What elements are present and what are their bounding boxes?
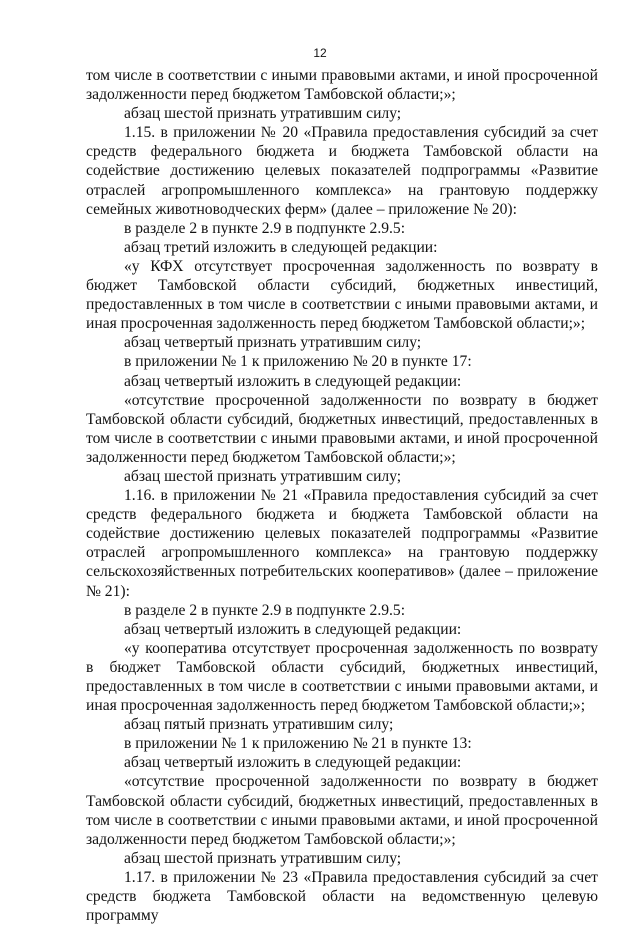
paragraph: абзац четвертый изложить в следующей редакции: [124,620,462,638]
paragraph: абзац пятый признать утратившим силу; [124,716,394,734]
paragraph: абзац четвертый изложить в следующей редакции: [124,372,462,390]
paragraph: абзац шестой признать утратившим силу; [124,105,402,123]
document-body [86,66,598,925]
paragraph-continuation: том числе в соответствии с иными правовыми актами, и иной просроченной задолженности перед бюджетом Тамбовской области;»; [86,67,598,104]
paragraph: в приложении № 1 к приложению № 21 в пункте 13: [124,735,472,753]
paragraph-item-1-16: 1.16. в приложении № 21 «Правила предоставления субсидий за счет средств федерального бюджета и бюджета Тамбовской области на содействие достижению целевых показателей подпрограммы «Развитие отраслей агропромышленного комплекса» на грантовую поддержку сельскохозяйственных потребительских кооперативов» (далее – приложение № 21): [86,487,598,600]
paragraph: в разделе 2 в пункте 2.9 в подпункте 2.9.5: [124,601,406,619]
paragraph: «отсутствие просроченной задолженности по возврату в бюджет Тамбовской области субсидий, бюджетных инвестиций, предоставленных в том числе в соответствии с иными правовыми актами, и иной просроченной задолженности перед бюджетом Тамбовской области;»; [86,773,598,848]
paragraph: «у кооператива отсутствует просроченная задолженность по возврату в бюджет Тамбовской области субсидий, бюджетных инвестиций, предоставленных в том числе в соответствии с иными правовыми актами, и иная просроченная задолженность перед бюджетом Тамбовской области;»; [86,639,598,715]
paragraph: в разделе 2 в пункте 2.9 в подпункте 2.9.5: [124,219,406,237]
paragraph: абзац четвертый признать утратившим силу; [124,334,422,352]
paragraph: «отсутствие просроченной задолженности по возврату в бюджет Тамбовской области субсидий, бюджетных инвестиций, предоставленных в том числе в соответствии с иными правовыми актами, и иной просроченной задолженности перед бюджетом Тамбовской области;»; [86,391,598,466]
paragraph: «у КФХ отсутствует просроченная задолженность по возврату в бюджет Тамбовской области субсидий, бюджетных инвестиций, предоставленных в том числе в соответствии с иными правовыми актами, и иная просроченная задолженность перед бюджетом Тамбовской области;»; [86,257,598,333]
page-number: 12 [313,46,327,60]
paragraph-item-1-17: 1.17. в приложении № 23 «Правила предоставления субсидий за счет средств бюджета Тамбовской области на ведомственную целевую программу [86,868,598,925]
paragraph: абзац шестой признать утратившим силу; [124,849,402,867]
paragraph: в приложении № 1 к приложению № 20 в пункте 17: [124,353,472,371]
paragraph: абзац четвертый изложить в следующей редакции: [124,754,462,772]
paragraph: абзац шестой признать утратившим силу; [124,467,402,485]
paragraph-item-1-15: 1.15. в приложении № 20 «Правила предоставления субсидий за счет средств федерального бюджета и бюджета Тамбовской области на содействие достижению целевых показателей подпрограммы «Развитие отраслей агропромышленного комплекса» на грантовую поддержку семейных животноводческих ферм» (далее – приложение № 20): [86,124,598,218]
paragraph: абзац третий изложить в следующей редакции: [124,238,438,256]
